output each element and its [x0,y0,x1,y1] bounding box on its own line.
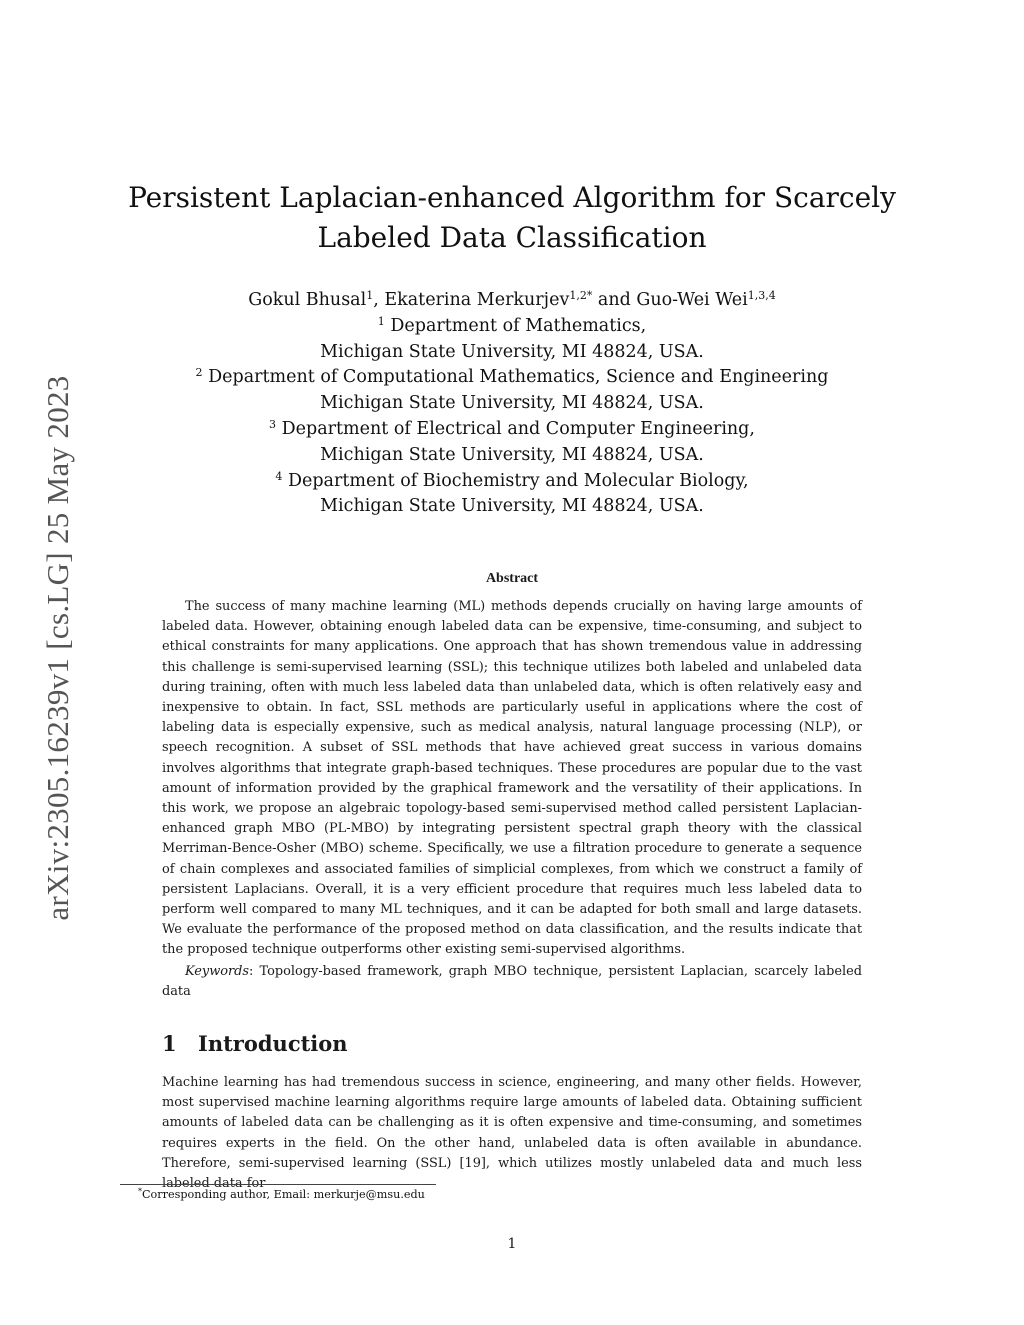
affiliation-university: Michigan State University, MI 48824, USA. [320,393,704,414]
affiliation-mark: 3 [269,417,277,431]
affiliation-department-text: Department of Mathematics, [390,315,647,336]
affiliation-mark: 2 [195,366,203,380]
affiliation-department-text: Department of Computational Mathematics, Science and Engineering [208,367,829,388]
affiliation-department [120,417,904,443]
introduction-text: Machine learning has had tremendous success in science, engineering, and many other fields. However, most supervised machine learning algorithms require large amounts of labeled data. Obtaining sufficient amounts of labeled data can be challenging as it is often expensive and time-consuming, and sometimes requires experts in the field. On the other hand, unlabeled data is often available in abundance. Therefore, semi-supervised learning (SSL) [19], which utilizes mostly unlabeled data and much less labeled data for [162,1075,862,1192]
author-affiliation-mark: 1,3,4 [747,289,776,302]
author-name: Guo-Wei Wei [636,290,748,310]
affiliation-mark: 1 [377,314,385,328]
author-block [120,288,904,520]
section-heading [162,1031,348,1056]
affiliation-mark: 4 [275,469,283,483]
affiliation-department-text: Department of Electrical and Computer Engineering, [281,418,755,439]
author-name: Ekaterina Merkurjev [384,290,570,310]
page-number: 1 [507,1236,517,1252]
author-affiliation-mark: 1,2* [569,289,593,302]
abstract-heading: Abstract [485,571,539,586]
footnote-text: Corresponding author, Email: merkurje@msu.edu [142,1188,425,1201]
affiliation-department [120,469,904,495]
affiliation-department [120,314,904,340]
author-list [120,288,904,314]
title-line-2: Labeled Data Classification [317,221,707,254]
affiliation-university: Michigan State University, MI 48824, USA. [320,496,704,517]
author-affiliation-mark: 1 [366,289,374,302]
keywords-paragraph [162,962,862,1002]
affiliation-university: Michigan State University, MI 48824, USA. [320,444,704,465]
keywords-label: Keywords [185,964,250,979]
paper-title [120,178,904,258]
footnote-mark: * [138,1187,142,1196]
affiliation-department [120,365,904,391]
affiliation-department-text: Department of Biochemistry and Molecular Biology, [287,470,749,491]
arxiv-identifier-stamp: arXiv:2305.16239v1 [cs.LG] 25 May 2023 [40,375,75,921]
affiliation-university: Michigan State University, MI 48824, USA. [320,341,704,362]
section-title: Introduction [198,1031,348,1056]
author-separator: , [373,290,385,310]
keywords-text: : Topology-based framework, graph MBO technique, persistent Laplacian, scarcely labeled data [162,964,862,1000]
abstract-text: The success of many machine learning (ML) methods depends crucially on having large amounts of labeled data. However, obtaining enough labeled data can be expensive, time-consuming, and subject to ethical constraints for many applications. One approach that has shown tremendous value in addressing this challenge is semi-supervised learning (SSL); this technique utilizes both labeled and unlabeled data during training, often with much less labeled data than unlabeled data, which is often relatively easy and inexpensive to obtain. In fact, SSL methods are particularly useful in applications where the cost of labeling data is especially expensive, such as medical analysis, natural language processing (NLP), or speech recognition. A subset of SSL methods that have achieved great success in various domains involves algorithms that integrate graph-based techniques. These procedures are popular due to the vast amount of information provided by the graphical framework and the versatility of their applications. In this work, we propose an algebraic topology-based semi-supervised method called persistent Laplacian-enhanced graph MBO (PL-MBO) by integrating persistent spectral graph theory with the classical Merriman-Bence-Osher (MBO) scheme. Specifically, we use a filtration procedure to generate a sequence of chain complexes and associated families of simplicial complexes, from which we construct a family of persistent Laplacians. Overall, it is a very efficient procedure that requires much less labeled data to perform well compared to many ML techniques, and it can be adapted for both small and large datasets. We evaluate the performance of the proposed method on data classification, and the results indicate that the proposed technique outperforms other existing semi-supervised algorithms. [162,599,862,958]
author-name: Gokul Bhusal [248,290,367,310]
footnote-divider [120,1184,436,1185]
author-separator: and [592,290,637,310]
section-number: 1 [162,1031,177,1056]
footnote [138,1188,425,1201]
title-line-1: Persistent Laplacian-enhanced Algorithm for Scarcely [128,181,896,214]
